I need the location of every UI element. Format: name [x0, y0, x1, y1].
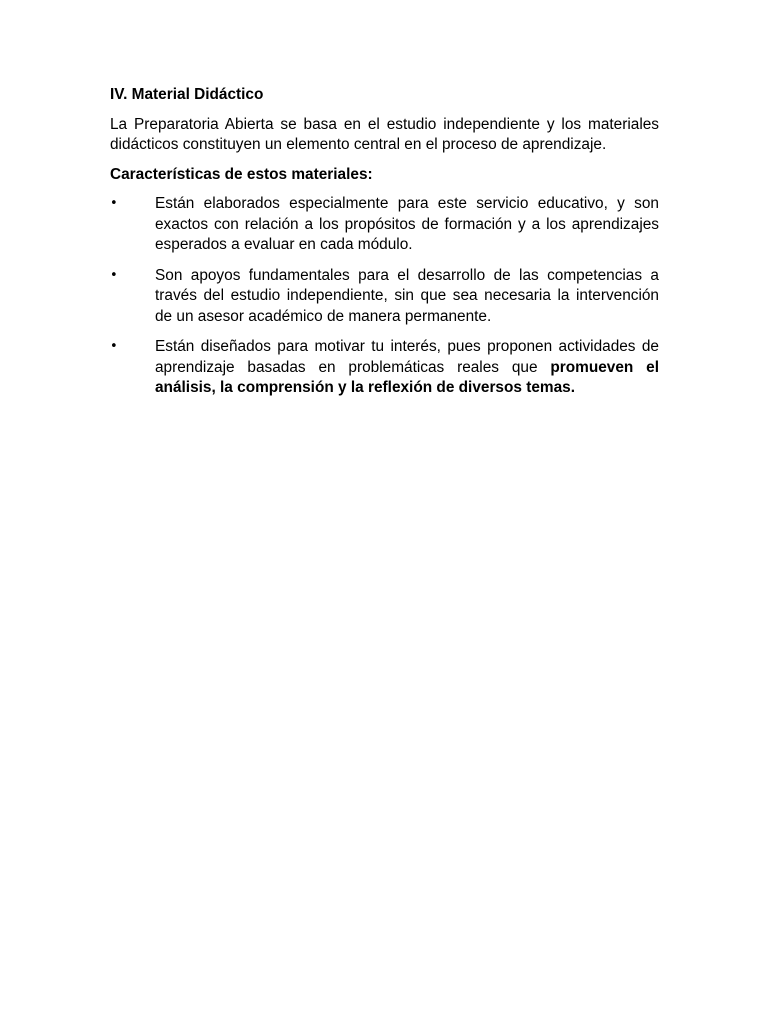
intro-paragraph: La Preparatoria Abierta se basa en el estudio independiente y los materiales didácticos constituyen un elemento central en el proceso de aprendizaje.	[110, 115, 659, 153]
list-item-bold-text: promueven el análisis, la comprensión y la reflexión de diversos temas.	[155, 358, 659, 396]
list-item-text: Están elaborados especialmente para este servicio educativo, y son exactos con relación a los propósitos de formación y a los aprendizajes esperados a evaluar en cada módulo.	[155, 195, 659, 253]
list-item	[110, 266, 659, 328]
bullet-icon: •	[110, 196, 118, 211]
document-page	[110, 85, 659, 409]
bullet-icon: •	[110, 339, 118, 354]
bullet-icon: •	[110, 267, 118, 283]
characteristics-heading: Características de estos materiales:	[110, 165, 373, 183]
list-item-text: Son apoyos fundamentales para el desarrollo de las competencias a través del estudio independiente, sin que sea necesaria la intervención de un asesor académico de manera permanente.	[155, 266, 659, 325]
section-title: IV. Material Didáctico	[110, 86, 264, 103]
characteristics-list	[110, 194, 659, 399]
list-item	[110, 337, 659, 399]
list-item-text: Están diseñados para motivar tu interés, pues proponen actividades de aprendizaje basadas en problemáticas reales que	[155, 338, 659, 376]
list-item	[110, 194, 659, 256]
